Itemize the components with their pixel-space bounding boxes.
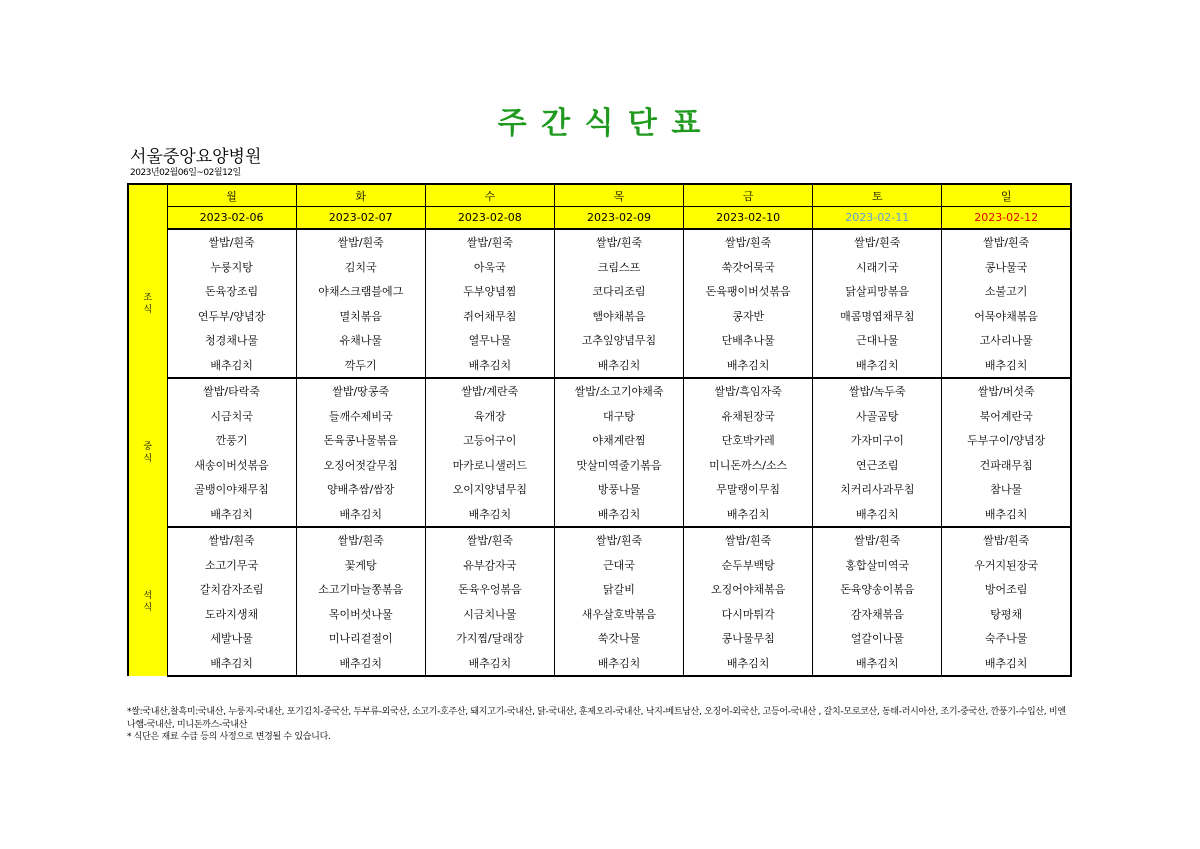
menu-item: 쌀밥/흑임자죽 [684,378,813,404]
origin-note: *쌀:국내산,찰흑미:국내산, 누룽지-국내산, 포기김치-중국산, 두부류-외국산, 소고기-호주산, 돼지고기-국내산, 닭-국내산, 훈제오리-국내산, 낙지-베트남산, 오징어-외국산, 고등어-국내산 , 갈치-모로코산, 동태-러시아산, 조기-중국산, 깐풍기-수입산, 비엔나햄-국내산, 미니돈까스-국내산 [127,707,1066,730]
menu-item: 새송이버섯볶음 [167,453,296,478]
menu-item: 시래기국 [813,255,942,280]
menu-item: 가지찜/달래장 [425,626,554,651]
menu-item: 오징어젓갈무침 [296,453,425,478]
menu-item: 도라지생채 [167,602,296,627]
menu-item: 배추김치 [554,502,683,528]
menu-item: 닭갈비 [554,577,683,602]
menu-item: 쌀밥/흰죽 [167,527,296,553]
menu-row [128,229,1071,255]
menu-item: 쌀밥/버섯죽 [942,378,1071,404]
menu-item: 갈치감자조림 [167,577,296,602]
menu-item: 배추김치 [942,651,1071,677]
menu-item: 누룽지탕 [167,255,296,280]
menu-item: 배추김치 [554,651,683,677]
menu-item: 감자채볶음 [813,602,942,627]
menu-row [128,428,1071,453]
meal-label [128,229,167,378]
day-name-cell: 목 [554,184,683,207]
day-header-row [128,184,1071,207]
day-date-cell: 2023-02-06 [167,207,296,230]
menu-item: 다시마튀각 [684,602,813,627]
menu-item: 오이지양념무침 [425,477,554,502]
menu-item: 쌀밥/흰죽 [167,229,296,255]
menu-item: 시금치국 [167,404,296,429]
day-date-cell: 2023-02-12 [942,207,1071,230]
menu-item: 탕평채 [942,602,1071,627]
menu-item: 쌀밥/녹두죽 [813,378,942,404]
menu-item: 쌀밥/흰죽 [942,527,1071,553]
menu-item: 방풍나물 [554,477,683,502]
menu-row [128,453,1071,478]
menu-item: 꽃게탕 [296,553,425,578]
menu-row [128,328,1071,353]
menu-item: 배추김치 [942,353,1071,379]
menu-item: 배추김치 [425,651,554,677]
menu-item: 우거지된장국 [942,553,1071,578]
menu-item: 연근조림 [813,453,942,478]
menu-item: 시금치나물 [425,602,554,627]
menu-item: 오징어야채볶음 [684,577,813,602]
day-date-cell: 2023-02-08 [425,207,554,230]
menu-item: 매콤명엽채무침 [813,304,942,329]
menu-item: 콩나물국 [942,255,1071,280]
menu-item: 배추김치 [684,651,813,677]
menu-row [128,353,1071,379]
day-date-cell: 2023-02-09 [554,207,683,230]
menu-item: 유채나물 [296,328,425,353]
menu-item: 쌀밥/계란죽 [425,378,554,404]
menu-item: 참나물 [942,477,1071,502]
menu-row [128,279,1071,304]
menu-item: 배추김치 [942,502,1071,528]
meal-label-char: 중 [143,441,153,452]
menu-item: 목이버섯나물 [296,602,425,627]
menu-item: 배추김치 [813,353,942,379]
meal-label [128,527,167,676]
menu-item: 육개장 [425,404,554,429]
menu-item: 야채계란찜 [554,428,683,453]
menu-item: 쌀밥/흰죽 [554,229,683,255]
menu-item: 골뱅이야채무침 [167,477,296,502]
menu-item: 열무나물 [425,328,554,353]
menu-item: 돈육콩나물볶음 [296,428,425,453]
menu-item: 두부양념찜 [425,279,554,304]
menu-item: 멸치볶음 [296,304,425,329]
menu-item: 대구탕 [554,404,683,429]
menu-item: 쌀밥/소고기야채죽 [554,378,683,404]
menu-item: 미나리겉절이 [296,626,425,651]
day-name-cell: 일 [942,184,1071,207]
menu-item: 들깨수제비국 [296,404,425,429]
menu-period: 2023년02월06일~02월12일 [130,168,241,178]
menu-item: 야채스크램블에그 [296,279,425,304]
menu-item: 배추김치 [296,502,425,528]
day-name-cell: 토 [813,184,942,207]
menu-item: 미니돈까스/소스 [684,453,813,478]
menu-item: 치커리사과무침 [813,477,942,502]
menu-item: 소고기무국 [167,553,296,578]
corner-cell [128,184,167,229]
menu-item: 쌀밥/흰죽 [296,229,425,255]
menu-row [128,527,1071,553]
menu-item: 크림스프 [554,255,683,280]
menu-item: 배추김치 [425,353,554,379]
menu-item: 쥐어채무침 [425,304,554,329]
menu-item: 콩나물무침 [684,626,813,651]
menu-item: 김치국 [296,255,425,280]
menu-row [128,651,1071,677]
menu-item: 어묵야채볶음 [942,304,1071,329]
menu-item: 배추김치 [167,502,296,528]
menu-item: 햄야채볶음 [554,304,683,329]
menu-item: 쌀밥/흰죽 [813,229,942,255]
menu-item: 청경채나물 [167,328,296,353]
menu-item: 맛살미역줄기볶음 [554,453,683,478]
menu-item: 배추김치 [813,651,942,677]
menu-item: 닭살피망볶음 [813,279,942,304]
day-name-cell: 금 [684,184,813,207]
menu-item: 근대국 [554,553,683,578]
menu-item: 콩자반 [684,304,813,329]
menu-item: 배추김치 [167,353,296,379]
menu-item: 방어조림 [942,577,1071,602]
menu-item: 쑥갓나물 [554,626,683,651]
menu-row [128,626,1071,651]
menu-item: 양배추쌈/쌈장 [296,477,425,502]
menu-item: 건파래무침 [942,453,1071,478]
menu-row [128,602,1071,627]
menu-item: 쌀밥/흰죽 [296,527,425,553]
menu-item: 쌀밥/흰죽 [813,527,942,553]
meal-label-char: 식 [143,304,153,315]
menu-item: 고사리나물 [942,328,1071,353]
menu-item: 쑥갓어묵국 [684,255,813,280]
menu-item: 두부구이/양념장 [942,428,1071,453]
menu-item: 숙주나물 [942,626,1071,651]
meal-label [128,378,167,527]
menu-item: 고추잎양념무침 [554,328,683,353]
menu-item: 홍합살미역국 [813,553,942,578]
menu-item: 배추김치 [554,353,683,379]
meal-label-char: 조 [143,292,153,303]
day-name-cell: 수 [425,184,554,207]
menu-item: 아욱국 [425,255,554,280]
menu-row [128,502,1071,528]
menu-item: 쌀밥/흰죽 [554,527,683,553]
day-date-cell: 2023-02-10 [684,207,813,230]
menu-item: 쌀밥/흰죽 [942,229,1071,255]
page-title: 주 간 식 단 표 [497,106,703,141]
menu-item: 쌀밥/타락죽 [167,378,296,404]
menu-item: 유채된장국 [684,404,813,429]
menu-item: 얼갈이나물 [813,626,942,651]
menu-row [128,404,1071,429]
menu-item: 코다리조림 [554,279,683,304]
menu-item: 쌀밥/흰죽 [684,229,813,255]
notes [127,706,1072,744]
menu-item: 돈육장조림 [167,279,296,304]
menu-row [128,255,1071,280]
menu-item: 쌀밥/흰죽 [684,527,813,553]
menu-item: 배추김치 [167,651,296,677]
meal-label-char: 석 [143,590,153,601]
menu-row [128,477,1071,502]
menu-row [128,378,1071,404]
menu-row [128,304,1071,329]
menu-item: 연두부/양념장 [167,304,296,329]
menu-item: 사골곰탕 [813,404,942,429]
menu-item: 깐풍기 [167,428,296,453]
menu-item: 돈육우엉볶음 [425,577,554,602]
change-note: * 식단은 재료 수급 등의 사정으로 변경될 수 있습니다. [127,732,331,742]
menu-item: 배추김치 [684,353,813,379]
menu-item: 배추김치 [296,651,425,677]
menu-item: 돈육팽이버섯볶음 [684,279,813,304]
menu-item: 배추김치 [813,502,942,528]
menu-item: 유부감자국 [425,553,554,578]
day-date-cell: 2023-02-11 [813,207,942,230]
date-header-row [128,207,1071,230]
menu-row [128,577,1071,602]
menu-item: 배추김치 [425,502,554,528]
menu-item: 가자미구이 [813,428,942,453]
menu-item: 마카로니샐러드 [425,453,554,478]
menu-item: 단호박카레 [684,428,813,453]
menu-item: 쌀밥/흰죽 [425,527,554,553]
day-date-cell: 2023-02-07 [296,207,425,230]
menu-item: 새우살호박볶음 [554,602,683,627]
day-name-cell: 월 [167,184,296,207]
menu-item: 쌀밥/흰죽 [425,229,554,255]
menu-item: 북어계란국 [942,404,1071,429]
menu-item: 무말랭이무침 [684,477,813,502]
menu-item: 소고기마늘쫑볶음 [296,577,425,602]
meal-label-char: 식 [143,602,153,613]
menu-item: 깍두기 [296,353,425,379]
menu-item: 고등어구이 [425,428,554,453]
menu-item: 세발나물 [167,626,296,651]
menu-item: 순두부백탕 [684,553,813,578]
menu-item: 돈육양송이볶음 [813,577,942,602]
menu-item: 소불고기 [942,279,1071,304]
menu-item: 배추김치 [684,502,813,528]
menu-row [128,553,1071,578]
weekly-menu-table [127,183,1072,677]
menu-item: 쌀밥/땅콩죽 [296,378,425,404]
day-name-cell: 화 [296,184,425,207]
menu-item: 단배추나물 [684,328,813,353]
hospital-name: 서울중앙요양병원 [130,147,262,167]
meal-label-char: 식 [143,453,153,464]
menu-item: 근대나물 [813,328,942,353]
